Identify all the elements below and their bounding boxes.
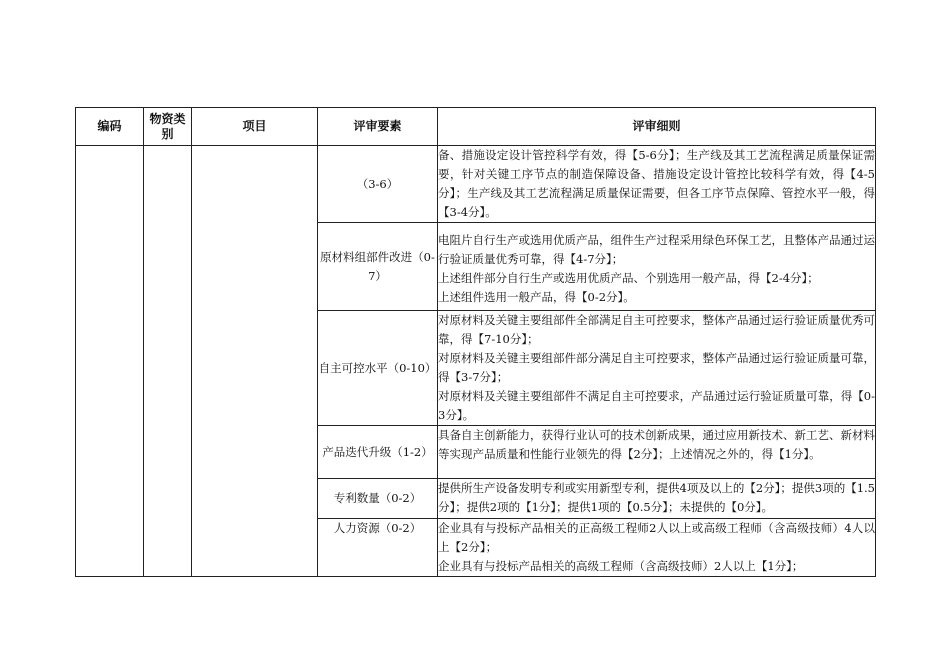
header-category: 物资类别 [144,108,192,146]
detail-line: 电阻片自行生产或选用优质产品，组件生产过程采用绿色环保工艺，且整体产品通过运行验证质量优秀可靠，得【4-7分】； [438,233,875,266]
item-cell [192,146,318,577]
detail-line: 上述组件选用一般产品，得【0-2分】。 [438,290,635,304]
table-row [76,146,876,223]
header-code: 编码 [76,108,144,146]
detail-cell [438,426,876,479]
detail-line: 对原材料及关键主要组部件全部满足自主可控要求，整体产品通过运行验证质量优秀可靠，得【7-10分】； [438,313,875,346]
factor-cell: 专利数量（0-2） [318,479,438,519]
detail-line: 上述组件部分自行生产或选用优质产品、个别选用一般产品，得【2-4分】； [438,271,819,285]
detail-line: 备、措施设定设计管控科学有效，得【5-6分】；生产线及其工艺流程满足质量保证需要，针对关键工序节点的制造保障设备、措施设定设计管控比较科学有效，得【4-5分】；生产线及其工艺流程满足质量保证需要，但各工序节点保障、管控水平一般，得【3-4分】。 [438,148,875,219]
detail-line: 对原材料及关键主要组部件不满足自主可控要求，产品通过运行验证质量可靠，得【0-3分】。 [438,389,875,422]
code-cell [76,146,144,577]
detail-cell [438,519,876,577]
detail-line: 提供所生产设备发明专利或实用新型专利，提供4项及以上的【2分】；提供3项的【1.5分】；提供2项的【1分】；提供1项的【0.5分】；未提供的【0分】。 [438,481,875,514]
header-item: 项目 [192,108,318,146]
detail-cell [438,311,876,426]
evaluation-table [75,107,876,577]
detail-line: 企业具有与投标产品相关的高级工程师（含高级技师）2人以上【1分】； [438,559,804,573]
header-detail: 评审细则 [438,108,876,146]
table-header-row [76,108,876,146]
detail-line: 企业具有与投标产品相关的正高级工程师2人以上或高级工程师（含高级技师）4人以上【2分】； [438,521,875,554]
detail-line: 对原材料及关键主要组部件部分满足自主可控要求，整体产品通过运行验证质量可靠，得【3-7分】； [438,351,875,384]
detail-line: 具备自主创新能力，获得行业认可的技术创新成果，通过应用新技术、新工艺、新材料等实现产品质量和性能行业领先的得【2分】；上述情况之外的，得【1分】。 [438,428,875,461]
factor-cell: （3-6） [318,146,438,223]
category-cell [144,146,192,577]
detail-cell [438,479,876,519]
factor-cell: 人力资源（0-2） [318,519,438,577]
header-factor: 评审要素 [318,108,438,146]
detail-cell [438,146,876,223]
factor-cell: 原材料组部件改进（0-7） [318,223,438,311]
factor-cell: 产品迭代升级（1-2） [318,426,438,479]
detail-cell [438,223,876,311]
factor-cell: 自主可控水平（0-10） [318,311,438,426]
